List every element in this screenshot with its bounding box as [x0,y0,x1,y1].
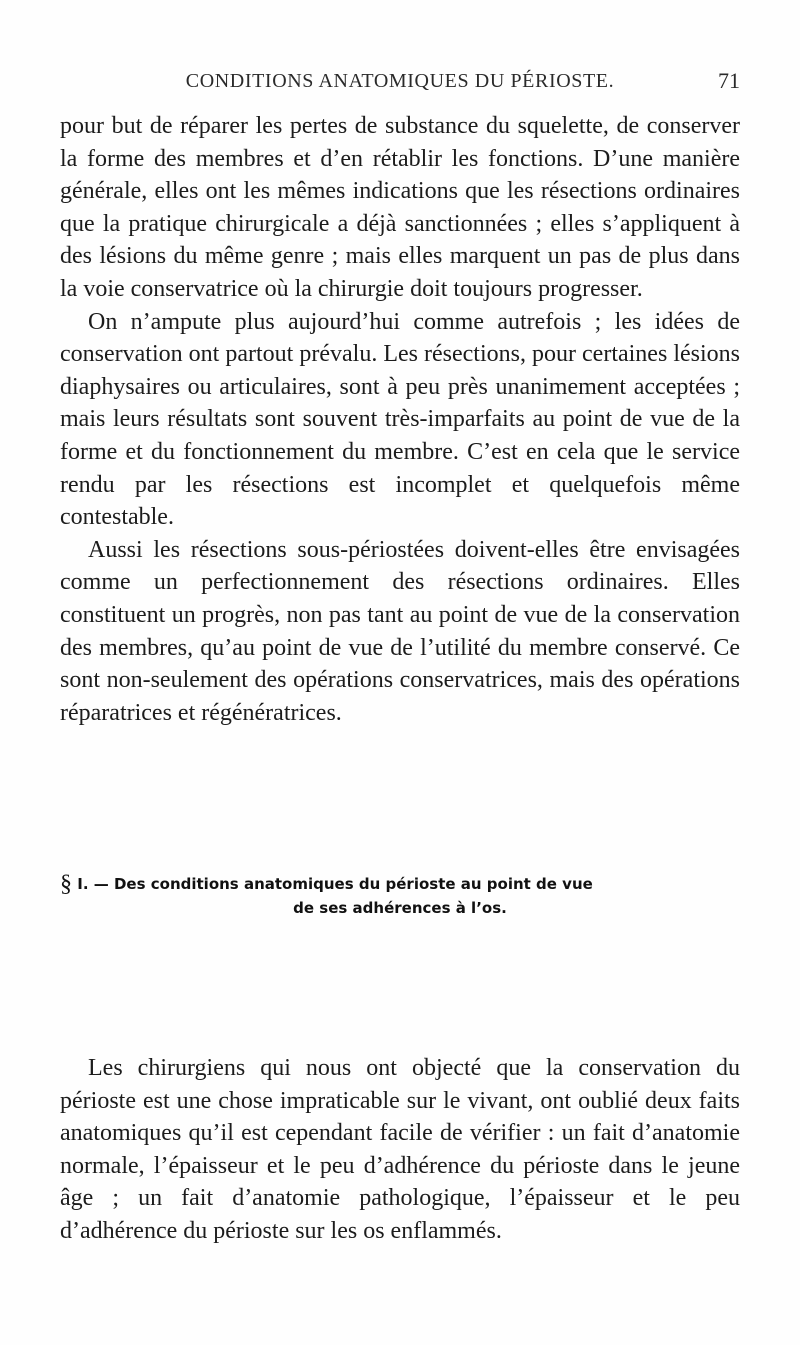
paragraph-1: pour but de réparer les pertes de substance du squelette, de conserver la forme des membres et d’en rétablir les fonctions. D’une manière générale, elles ont les mêmes indications que les résections ordinaires que la pratique chirurgicale a déjà sanctionnées ; elles s’appliquent à des lésions du même genre ; mais elles marquent un pas de plus dans la voie conservatrice où la chirurgie doit toujours progresser. [60,113,740,302]
page-number: 71 [718,68,740,93]
section-dash: — [93,875,109,893]
paragraph-2: On n’ampute plus aujourd’hui comme autrefois ; les idées de conservation ont partout prévalu. Les résections, pour certaines lésions diaphysaires ou articulaires, sont à peu près unanimement acceptées ; mais leurs résultats sont souvent très-imparfaits au point de vue de la forme et du fonctionnement du membre. C’est en cela que le service rendu par les résections est incomplet et quelquefois même contestable. [60,308,740,531]
paragraph-4: Les chirurgiens qui nous ont objecté que la conservation du périoste est une chose impraticable sur le vivant, ont oublié deux faits anatomiques qu’il est cependant facile de vérifier : un fait d’anatomie normale, l’épaisseur et le peu d’adhérence du périoste dans le jeune âge ; un fait d’anatomie pathologique, l’épaisseur et le peu d’adhérence du périoste sur les os enflammés. [60,1055,740,1244]
section-title-line-2: de ses adhérences à l’os. [293,899,507,917]
section-number: I. [77,875,89,893]
section-heading-line-1 [60,872,740,896]
section-title-line-1: Des conditions anatomiques du périoste au point de vue [113,875,593,893]
section-sign: § [60,871,72,897]
paragraph-3: Aussi les résections sous-périostées doivent-elles être envisagées comme un perfectionnement des résections ordinaires. Elles constituent un progrès, non pas tant au point de vue de la conservation des membres, qu’au point de vue de l’utilité du membre conservé. Ce sont non-seulement des opérations conservatrices, mais des opérations réparatrices et régénératrices. [60,536,740,726]
section-heading [60,872,740,920]
body-text-bottom [60,1052,740,1248]
running-header [60,66,740,96]
running-title: CONDITIONS ANATOMIQUES DU PÉRIOSTE. [185,70,615,92]
body-text-top [60,110,740,729]
